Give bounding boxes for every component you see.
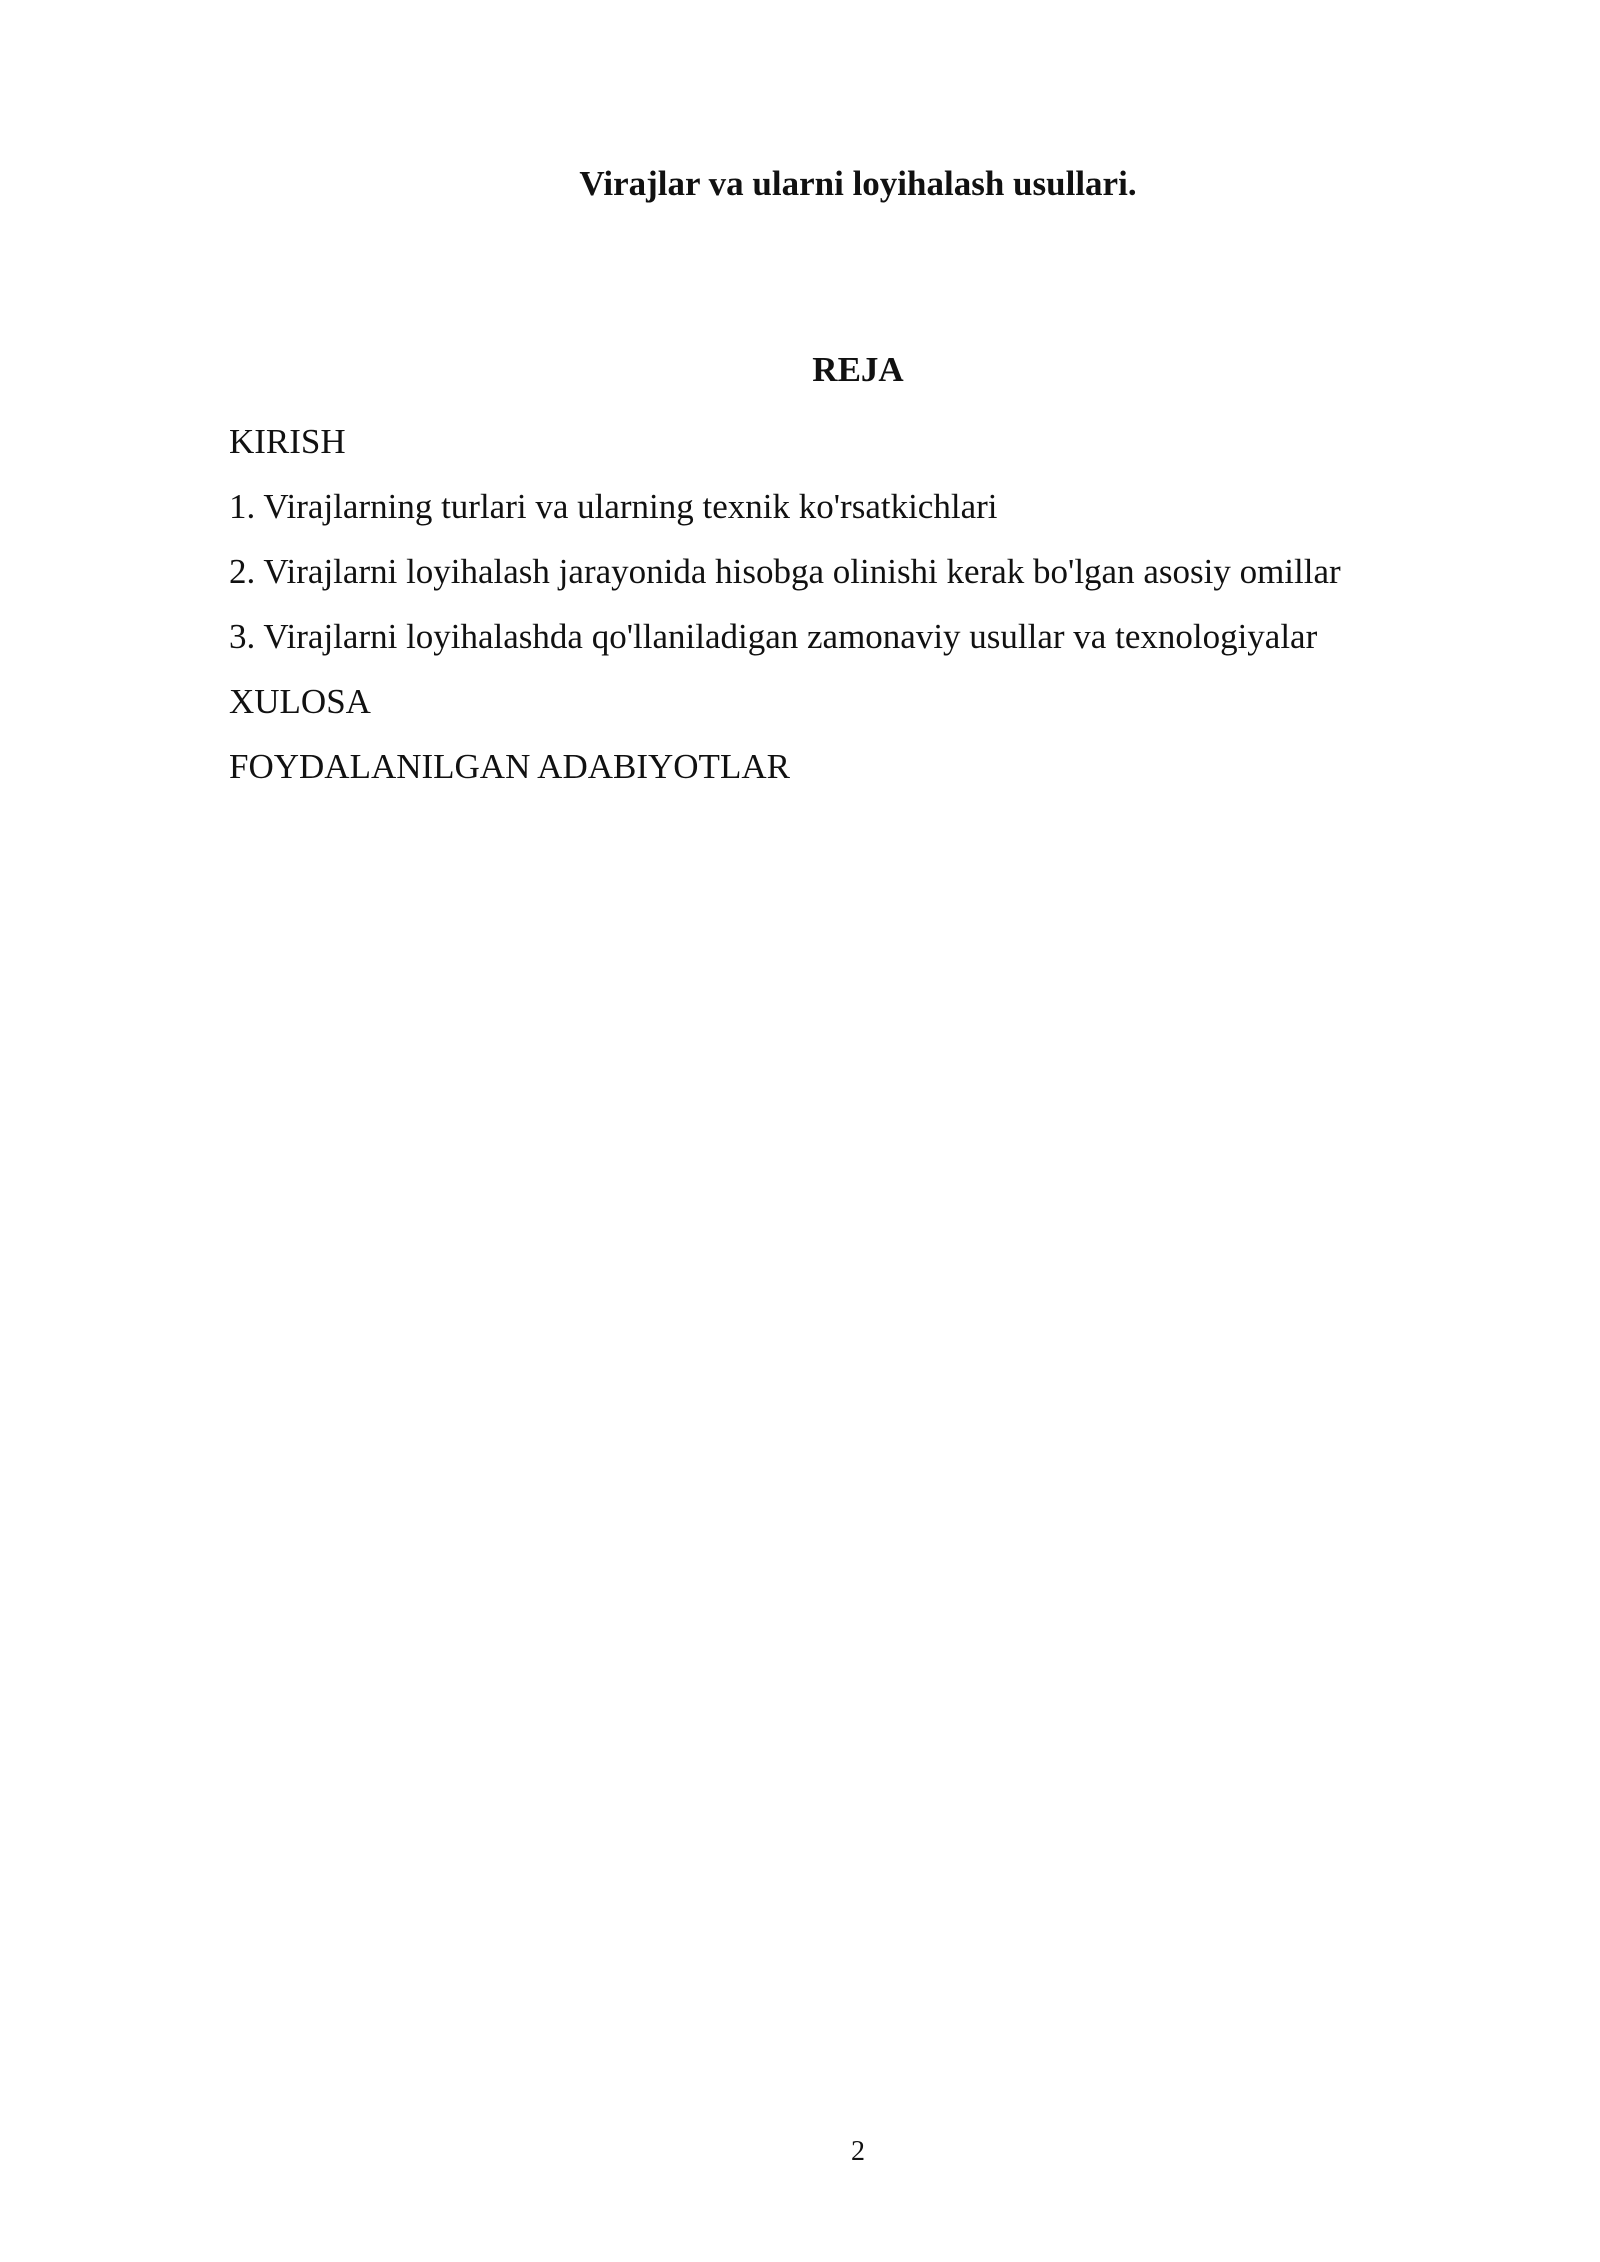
plan-heading: REJA (812, 350, 904, 389)
document-title: Virajlar va ularni loyihalash usullari. (579, 164, 1137, 203)
plan-item-conclusion: XULOSA (229, 682, 371, 721)
plan-item-2: 2. Virajlarni loyihalash jarayonida hisobga olinishi kerak bo'lgan asosiy omillar (229, 552, 1341, 591)
plan-item-1: 1. Virajlarning turlari va ularning texnik ko'rsatkichlari (229, 487, 998, 526)
plan-item-references: FOYDALANILGAN ADABIYOTLAR (229, 747, 790, 786)
plan-list (229, 418, 1341, 808)
plan-item-intro: KIRISH (229, 422, 346, 461)
page-number: 2 (851, 2136, 865, 2167)
plan-item-3: 3. Virajlarni loyihalashda qo'llaniladigan zamonaviy usullar va texnologiyalar (229, 617, 1318, 656)
